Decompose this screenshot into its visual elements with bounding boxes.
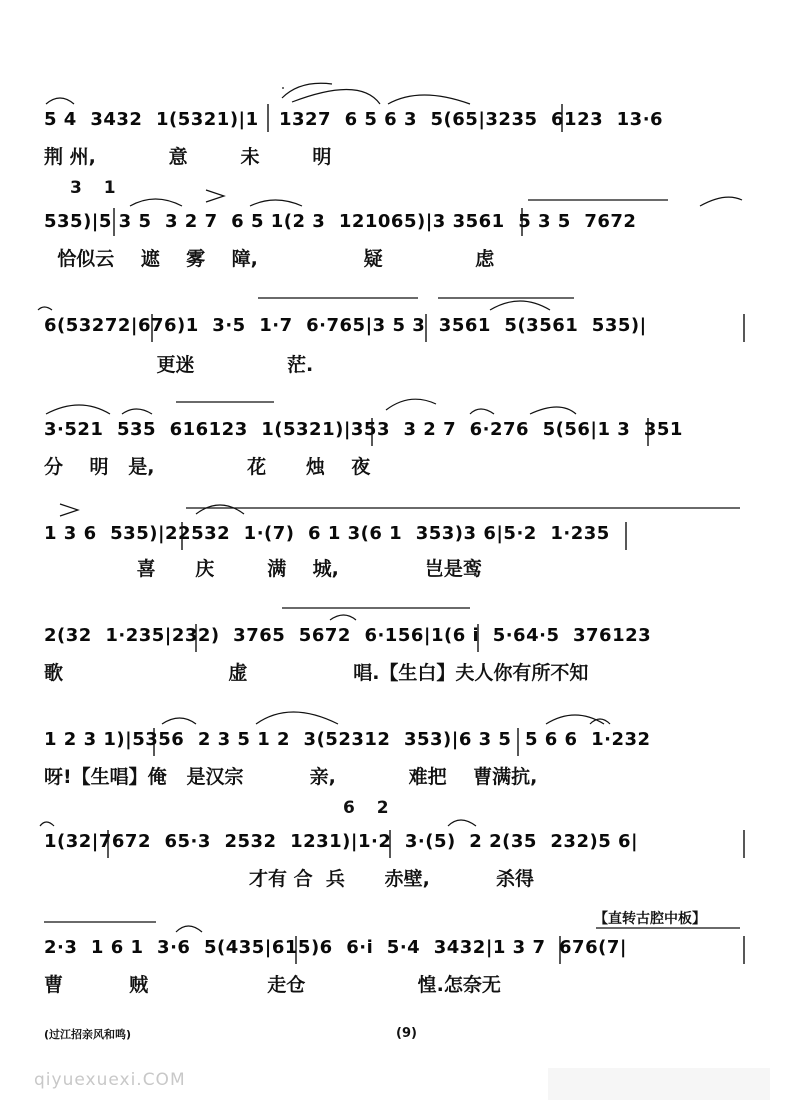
- slur-12: [386, 399, 436, 410]
- accent-1: [206, 190, 224, 202]
- notation-line-6: 2(32 1·235|232) 3765 5672 6·156|1(6 i 5·64·5 376123: [44, 625, 652, 646]
- slur-9: [490, 301, 550, 310]
- notation-line-1: 5 4 3432 1(5321)|1 1327 6 5 6 3 5(65|3235 6123 13·6: [44, 109, 664, 130]
- lyric-line-5: 喜 庆 满 城, 岂是鸾: [44, 558, 482, 580]
- slur-1: [46, 98, 74, 104]
- lyric-line-3: 更迷 茫.: [44, 354, 314, 376]
- slur-10: [46, 405, 110, 414]
- notation-line-2: 535)|5 3 5 3 2 7 6 5 1(2 3 121065)|3 3561 5 3 5 7672: [44, 211, 637, 232]
- notation-line-4: 3·521 535 616123 1(5321)|353 3 2 7 6·276 5(56|1 3 351: [44, 419, 683, 440]
- annotation-numbers-2: 6 2: [343, 798, 397, 818]
- slur-5: [130, 199, 182, 206]
- slur-16: [330, 615, 356, 620]
- mode-change-note: 【直转古腔中板】: [594, 911, 706, 927]
- slur-17: [162, 718, 196, 724]
- page-number: (9): [396, 1026, 417, 1041]
- slur-13: [470, 409, 494, 414]
- slur-18: [256, 712, 338, 724]
- slur-11: [122, 409, 152, 414]
- slur-14: [530, 407, 576, 414]
- notation-line-8: 1(32|7672 65·3 2532 1231)|1·2 3·(5) 2 2(35 232)5 6|: [44, 831, 639, 852]
- lyric-line-9: 曹 贼 走仓 惶.怎奈无: [44, 974, 501, 996]
- lyric-line-8: 才有 合 兵 赤壁, 杀得: [44, 868, 534, 890]
- lyric-line-1: 荆 州, 意 未 明: [44, 146, 332, 168]
- notation-line-7: 1 2 3 1)|5356 2 3 5 1 2 3(52312 353)|6 3 5 5 6 6 1·232: [44, 729, 651, 750]
- slur-15: [196, 505, 244, 514]
- accent-2: [60, 504, 78, 516]
- slur-21: [40, 822, 54, 826]
- annotation-numbers-1: 3 1: [70, 178, 124, 198]
- slur-6: [250, 200, 302, 206]
- lyric-line-6: 歌 虚 唱.【生白】夫人你有所不知: [44, 662, 589, 684]
- slur-8: [38, 307, 52, 310]
- notation-line-5: 1 3 6 535)|22532 1·(7) 6 1 3(6 1 353)3 6|5·2 1·235: [44, 523, 610, 544]
- slur-22: [448, 820, 476, 826]
- slur-7: [700, 197, 742, 206]
- lyric-line-4: 分 明 是, 花 烛 夜: [44, 456, 371, 478]
- notation-line-3: 6(53272|676)1 3·5 1·7 6·765|3 5 3 3561 5(3561 535)|: [44, 315, 647, 336]
- slur-2: [282, 83, 332, 98]
- watermark-text: qiyuexuexi.COM: [34, 1070, 186, 1090]
- watermark-box: [548, 1068, 770, 1100]
- lyric-line-2: 恰似云 遮 雾 障, 疑 虑: [44, 248, 495, 270]
- lyric-line-7: 呀!【生唱】俺 是汉宗 亲, 难把 曹满抗,: [44, 766, 538, 788]
- slur-23: [176, 926, 202, 932]
- notation-line-9: 2·3 1 6 1 3·6 5(435|615)6 6·i 5·4 3432|1 3 7 676(7|: [44, 937, 627, 958]
- slur-4: [388, 95, 470, 104]
- slur-3: [292, 89, 380, 104]
- footer-title: (过江招亲风和鸣): [44, 1028, 132, 1041]
